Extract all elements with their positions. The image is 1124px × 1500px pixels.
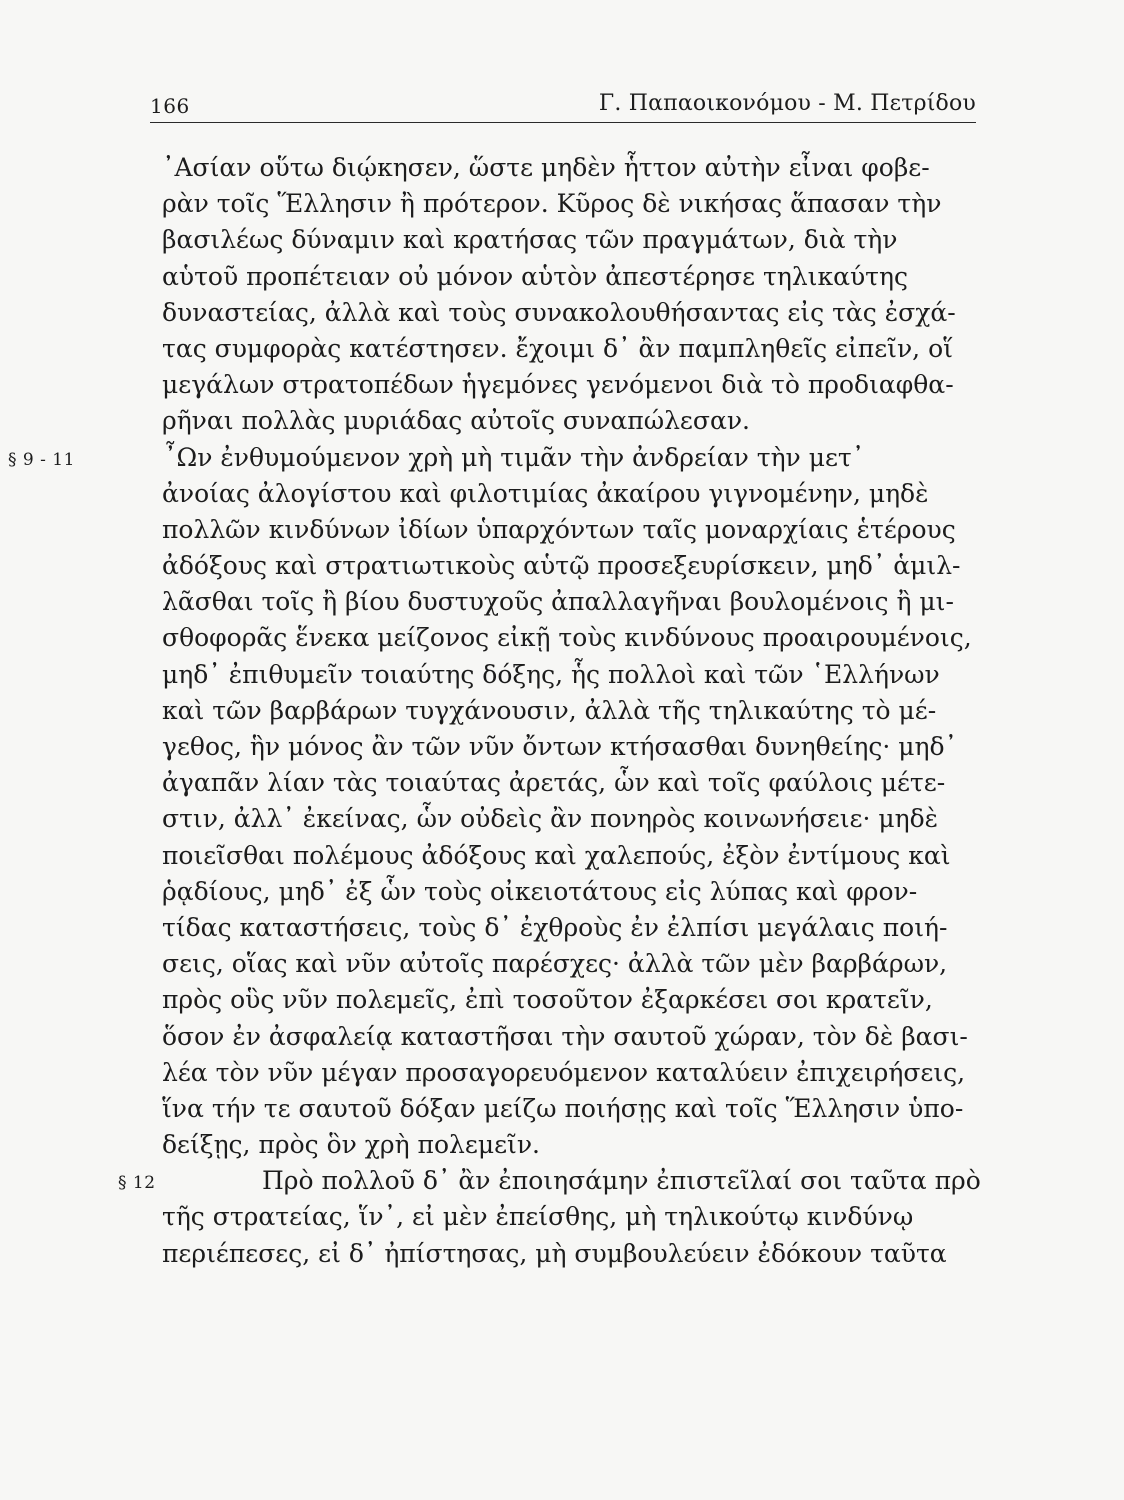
text-line [118,1163,981,1199]
text-line: δείξῃς, πρὸς ὃν χρὴ πολεμεῖν. [162,1130,540,1160]
text-line: ἵνα τήν τε σαυτοῦ δόξαν μείζω ποιήσῃς καὶ τοῖς Ἕλλησιν ὑπο- [162,1093,964,1123]
page-number: 166 [150,94,190,118]
text-line: πρὸς οὓς νῦν πολεμεῖς, ἐπὶ τοσοῦτον ἐξαρκέσει σοι κρατεῖν, [162,985,933,1015]
text-line: ἀγαπᾶν λίαν τὰς τοιαύτας ἀρετάς, ὧν καὶ τοῖς φαύλοις μέτε- [162,768,946,798]
section-marker: § 12 [118,1173,156,1194]
text-line: λᾶσθαι τοῖς ἢ βίου δυστυχοῦς ἀπαλλαγῆναι βουλομένοις ἢ μι- [162,587,954,617]
text-line: ρὰν τοῖς Ἕλλησιν ἢ πρότερον. Κῦρος δὲ νικήσας ἅπασαν τὴν [162,189,942,219]
text-line: τίδας καταστήσεις, τοὺς δ᾽ ἐχθροὺς ἐν ἐλπίσι μεγάλαις ποιή- [162,912,948,942]
text-line: μεγάλων στρατοπέδων ἡγεμόνες γενόμενοι διὰ τὸ προδιαφθα- [162,370,954,400]
text-line: πολλῶν κινδύνων ἰδίων ὑπαρχόντων ταῖς μοναρχίαις ἑτέρους [162,514,956,544]
text-line: βασιλέως δύναμιν καὶ κρατήσας τῶν πραγμάτων, διὰ τὴν [162,225,898,255]
text-line: ρῆναι πολλὰς μυριάδας αὐτοῖς συναπώλεσαν. [162,406,750,436]
text-line: σθοφορᾶς ἕνεκα μείζονος εἰκῇ τοὺς κινδύνους προαιρουμένοις, [162,623,972,653]
text-line: γεθος, ἣν μόνος ἂν τῶν νῦν ὄντων κτήσασθαι δυνηθείης· μηδ᾽ [162,732,958,761]
text-line: ῥᾳδίους, μηδ᾽ ἐξ ὧν τοὺς οἰκειοτάτους εἰς λύπας καὶ φρον- [162,876,918,906]
text-line: σεις, οἵας καὶ νῦν αὐτοῖς παρέσχες· ἀλλὰ τῶν μὲν βαρβάρων, [162,949,948,979]
text-line: ᾿Ασίαν οὕτω διῴκησεν, ὥστε μηδὲν ἧττον αὐτὴν εἶναι φοβε- [162,153,930,182]
page-header [150,88,976,123]
text-line: ποιεῖσθαι πολέμους ἀδόξους καὶ χαλεπούς, ἐξὸν ἐντίμους καὶ [162,840,951,870]
running-head: Γ. Παπαοικονόμου - Μ. Πετρίδου [598,91,976,116]
text-line: λέα τὸν νῦν μέγαν προσαγορευόμενον καταλύειν ἐπιχειρήσεις, [162,1057,966,1087]
text-line-content: ῏Ων ἐνθυμούμενον χρὴ μὴ τιμᾶν τὴν ἀνδρείαν τὴν μετ᾽ [164,442,865,472]
text-line: περιέπεσες, εἰ δ᾽ ἠπίστησας, μὴ συμβουλεύειν ἐδόκουν ταῦτα [162,1238,947,1268]
text-line: στιν, ἀλλ᾽ ἐκείνας, ὧν οὐδεὶς ἂν πονηρὸς κοινωνήσειε· μηδὲ [162,804,939,834]
text-line: μηδ᾽ ἐπιθυμεῖν τοιαύτης δόξης, ἧς πολλοὶ καὶ τῶν ῾Ελλήνων [162,659,940,689]
text-line: ἀνοίας ἀλογίστου καὶ φιλοτιμίας ἀκαίρου γιγνομένην, μηδὲ [162,478,929,508]
text-line: δυναστείας, ἀλλὰ καὶ τοὺς συνακολουθήσαντας εἰς τὰς ἐσχά- [162,297,956,327]
text-line: ὅσον ἐν ἀσφαλείᾳ καταστῆσαι τὴν σαυτοῦ χώραν, τὸν δὲ βασι- [162,1021,968,1051]
text-line-content: Πρὸ πολλοῦ δ᾽ ἂν ἐποιησάμην ἐπιστεῖλαί σοι ταῦτα πρὸ [262,1166,981,1196]
text-line: τας συμφορὰς κατέστησεν. ἔχοιμι δ᾽ ἂν παμπληθεῖς εἰπεῖν, οἵ [162,333,953,363]
text-line [8,440,980,476]
section-marker: § 9 - 11 [8,449,75,470]
body-text [8,150,981,1272]
text-line: τῆς στρατείας, ἵν᾽, εἰ μὲν ἐπείσθης, μὴ τηλικούτῳ κινδύνῳ [162,1202,914,1232]
text-line: καὶ τῶν βαρβάρων τυγχάνουσιν, ἀλλὰ τῆς τηλικαύτης τὸ μέ- [162,695,937,725]
text-line: ἀδόξους καὶ στρατιωτικοὺς αὑτῷ προσεξευρίσκειν, μηδ᾽ ἁμιλ- [162,551,961,581]
text-line: αὑτοῦ προπέτειαν οὐ μόνον αὑτὸν ἀπεστέρησε τηλικαύτης [162,261,908,291]
